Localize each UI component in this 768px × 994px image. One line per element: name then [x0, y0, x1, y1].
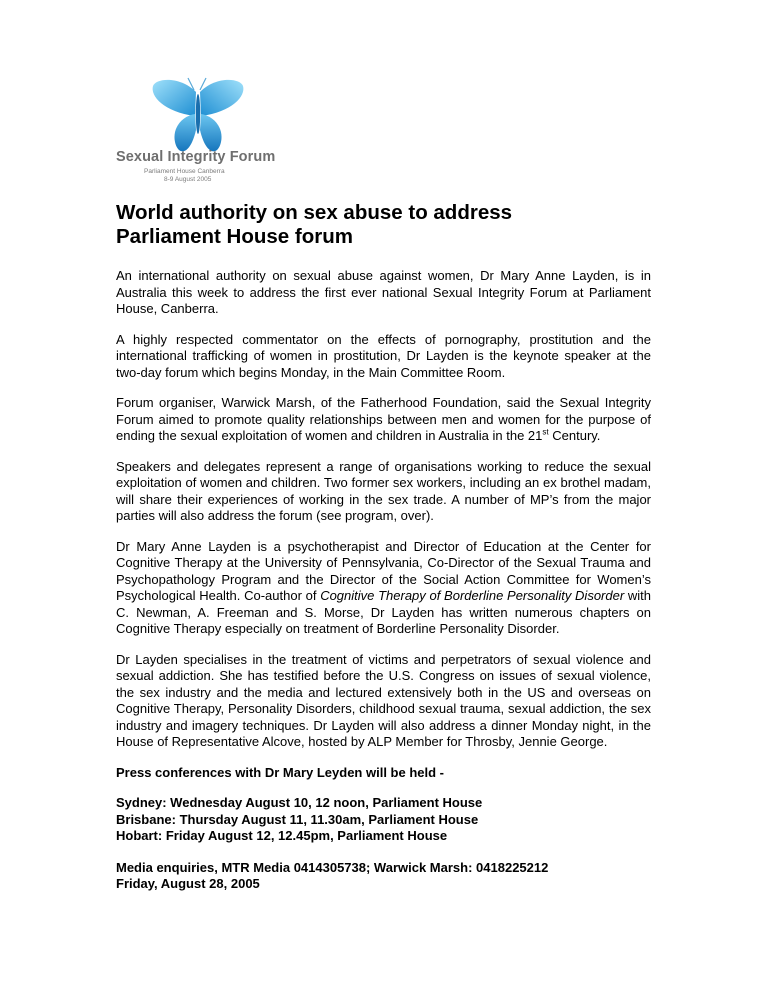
logo-name: Sexual Integrity Forum [116, 149, 276, 165]
logo-subtitle-venue: Parliament House Canberra [144, 168, 225, 175]
press-release-body [116, 201, 651, 893]
butterfly-icon [150, 70, 246, 160]
paragraph-organiser-end: Century. [548, 428, 601, 443]
release-date: Friday, August 28, 2005 [116, 876, 260, 891]
paragraph-speakers: Speakers and delegates represent a range of organisations working to reduce the sexual exploitation of women and children. Two former sex workers, including an ex brothel madam, will share their experiences of working in the sex trade. A number of MP’s from the major parties will also address the forum (see program, over). [116, 458, 651, 523]
paragraph-biography-text: Dr Mary Anne Layden is a psychotherapist and Director of Education at the Center for Cognitive Therapy at the University of Pennsylvania, Co-Director of the Sexual Trauma and Psychopathology Program and the Director of the Social Action Committee for Women’s Psychological Health. Co-author of [116, 538, 651, 603]
press-conference-intro: Press conferences with Dr Mary Leyden will be held - [116, 764, 444, 780]
paragraph-specialisation: Dr Layden specialises in the treatment of victims and perpetrators of sexual violence and sexual addiction. She has testified before the U.S. Congress on issues of sexual violence, the sex industry and the media and lectured extensively both in the US and overseas on Cognitive Therapy, Personality Disorders, childhood sexual trauma, sexual addiction, the sex industry and imagery techniques. Dr Layden will also address a dinner Monday night, in the House of Representative Alcove, hosted by ALP Member for Throsby, Jennie George. [116, 651, 651, 749]
paragraph-organiser [116, 395, 651, 445]
media-enquiries: Media enquiries, MTR Media 0414305738; Warwick Marsh: 0418225212 [116, 859, 549, 875]
paragraph-biography [116, 539, 651, 638]
media-contacts [116, 860, 651, 893]
press-conference-brisbane: Brisbane: Thursday August 11, 11.30am, Parliament House [116, 811, 479, 827]
press-conference-schedule [116, 795, 651, 845]
logo-subtitle-dates: 8-9 August 2005 [164, 176, 212, 183]
forum-logo [104, 70, 304, 190]
paragraph-organiser-text: Forum organiser, Warwick Marsh, of the Fatherhood Foundation, said the Sexual Integrity Forum aimed to promote quality relationships between men and women for the purpose of ending the sexual exploitation of women and children in Australia in the 21 [116, 395, 651, 443]
headline-line-2: Parliament House forum [116, 225, 353, 248]
headline-line-1: World authority on sex abuse to address [116, 201, 513, 224]
paragraph-keynote: A highly respected commentator on the effects of pornography, prostitution and the international trafficking of women in prostitution, Dr Layden is the keynote speaker at the two-day forum which begins Monday, in the Main Committee Room. [116, 331, 651, 380]
ordinal-suffix: st [542, 427, 549, 437]
paragraph-biography-end: with C. Newman, A. Freeman and S. Morse, Dr Layden has written numerous chapters on Cognitive Therapy especially on treatment of Borderline Personality Disorder. [116, 588, 652, 636]
press-conference-hobart: Hobart: Friday August 12, 12.45pm, Parliament House [116, 828, 448, 843]
book-title: Cognitive Therapy of Borderline Personality Disorder [320, 588, 625, 603]
paragraph-intro: An international authority on sexual abuse against women, Dr Mary Anne Layden, is in Australia this week to address the first ever national Sexual Integrity Forum at Parliament House, Canberra. [116, 268, 651, 316]
headline [116, 201, 651, 249]
press-conference-sydney: Sydney: Wednesday August 10, 12 noon, Parliament House [116, 795, 483, 810]
